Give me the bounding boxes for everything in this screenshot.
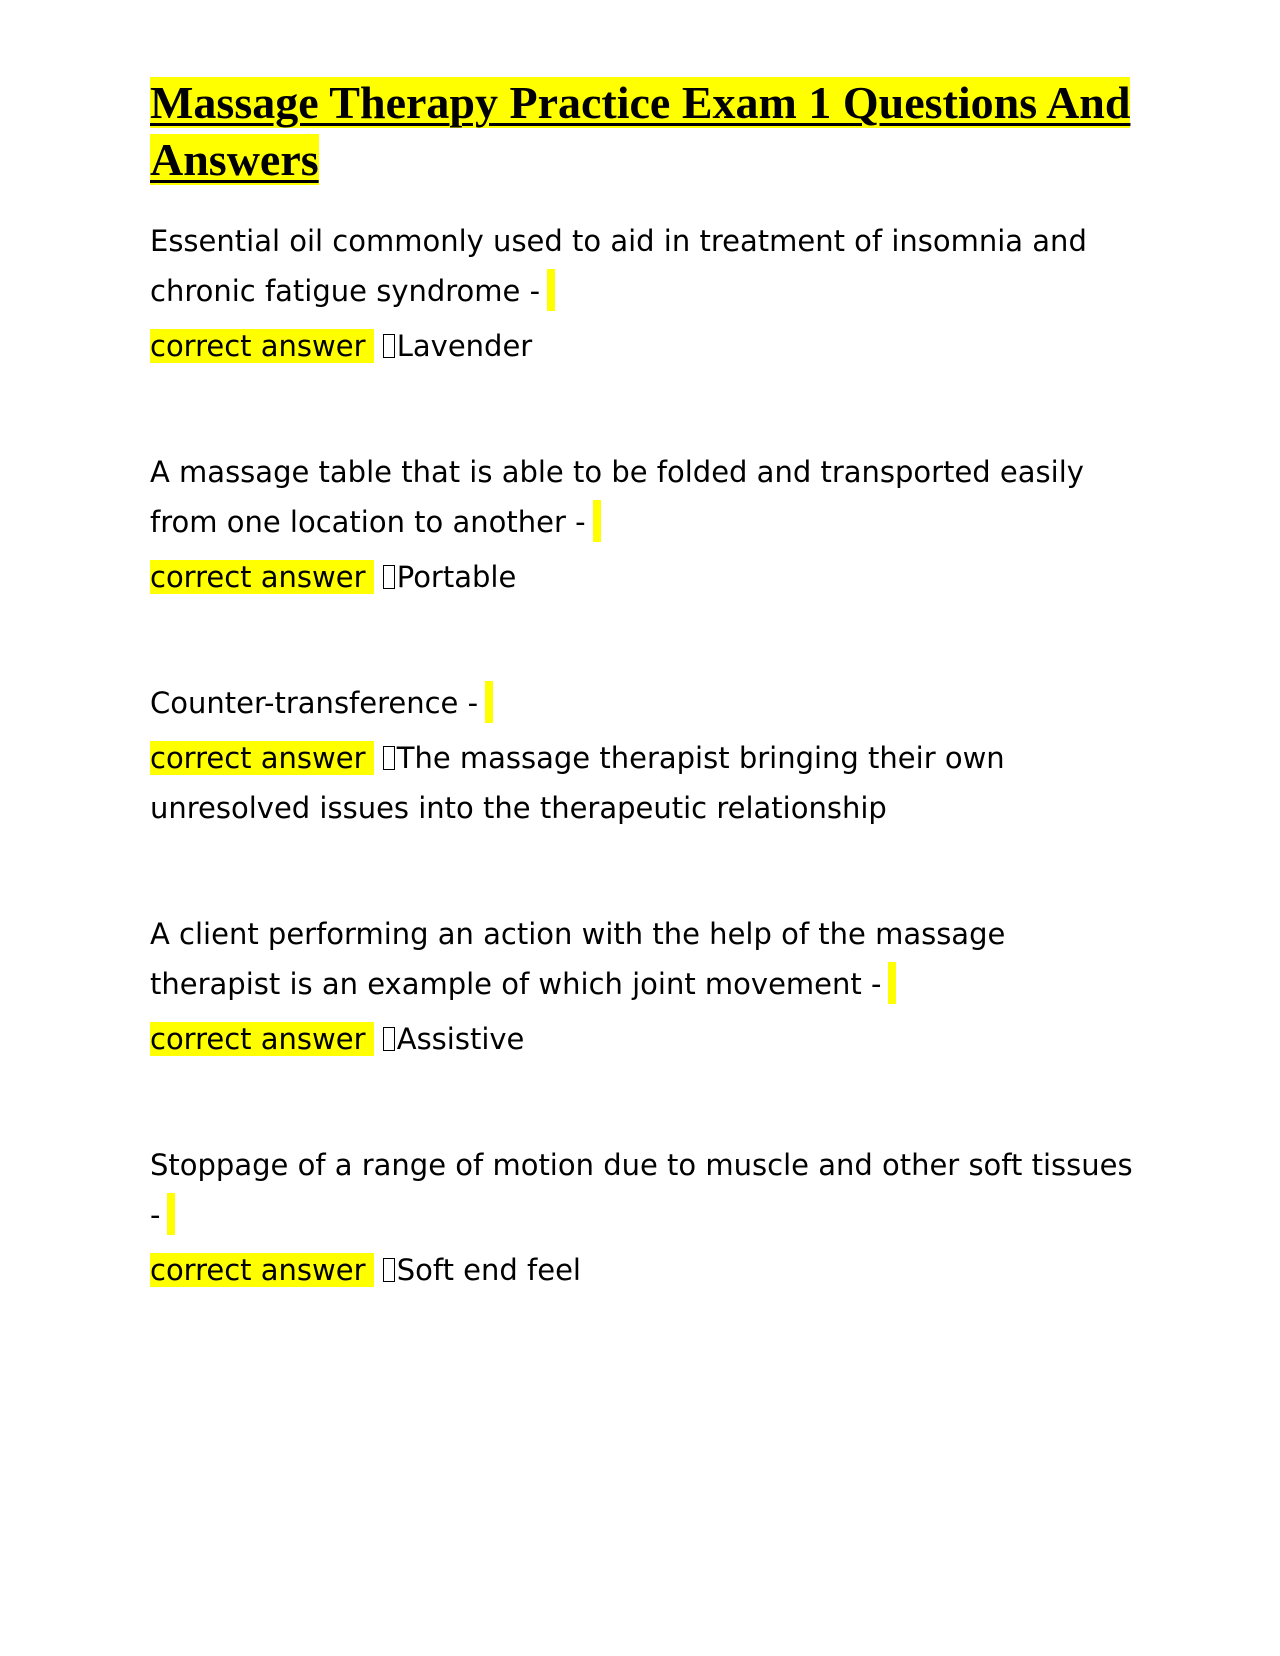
question-text — [150, 678, 1135, 728]
missing-glyph-box-icon — [383, 1258, 395, 1282]
answer-label: correct answer — [150, 1022, 374, 1056]
qa-item — [150, 447, 1135, 602]
qa-item — [150, 1140, 1135, 1295]
missing-glyph-box-icon — [383, 746, 395, 770]
answer-label: correct answer — [150, 1253, 374, 1287]
question-text — [150, 216, 1135, 316]
answer-line — [150, 1014, 1135, 1064]
answer-text: Lavender — [396, 329, 533, 363]
qa-list — [150, 216, 1135, 1295]
missing-glyph-box-icon — [383, 334, 395, 358]
answer-label: correct answer — [150, 741, 374, 775]
answer-text: Soft end feel — [396, 1253, 581, 1287]
question-content: Counter-transference - — [150, 686, 479, 720]
answer-line — [150, 552, 1135, 602]
document-page — [150, 74, 1135, 1295]
highlight-marker — [167, 1193, 175, 1235]
qa-item — [150, 678, 1135, 833]
answer-text: Portable — [396, 560, 517, 594]
answer-label: correct answer — [150, 560, 374, 594]
answer-line — [150, 1245, 1135, 1295]
document-title-text: Massage Therapy Practice Exam 1 Questions And Answers — [150, 77, 1131, 185]
qa-item — [150, 909, 1135, 1064]
missing-glyph-box-icon — [383, 565, 395, 589]
answer-text: Assistive — [396, 1022, 525, 1056]
question-content: Essential oil commonly used to aid in treatment of insomnia and chronic fatigue syndrome - — [150, 224, 1087, 308]
question-text — [150, 447, 1135, 547]
highlight-marker — [485, 681, 493, 723]
answer-line — [150, 733, 1135, 833]
highlight-marker — [593, 500, 601, 542]
missing-glyph-box-icon — [383, 1027, 395, 1051]
answer-line — [150, 321, 1135, 371]
question-text — [150, 1140, 1135, 1240]
question-content: A client performing an action with the help of the massage therapist is an example of which joint movement - — [150, 917, 1006, 1001]
question-text — [150, 909, 1135, 1009]
answer-label: correct answer — [150, 329, 374, 363]
highlight-marker — [547, 269, 555, 311]
qa-item — [150, 216, 1135, 371]
question-content: Stoppage of a range of motion due to muscle and other soft tissues - — [150, 1148, 1133, 1232]
question-content: A massage table that is able to be folded and transported easily from one location to another - — [150, 455, 1084, 539]
highlight-marker — [888, 962, 896, 1004]
answer-text: The massage therapist bringing their own unresolved issues into the therapeutic relationship — [150, 741, 1005, 825]
document-title — [150, 74, 1135, 188]
